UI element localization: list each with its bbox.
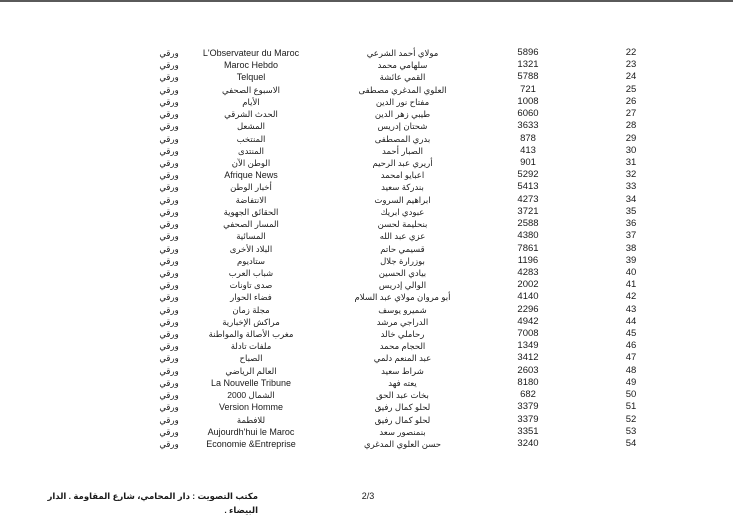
table-row <box>0 243 733 255</box>
cell-director: رحاملي خالد <box>380 329 425 340</box>
cell-number: 5292 <box>517 169 539 181</box>
cell-index: 41 <box>625 279 637 291</box>
cell-number: 1196 <box>517 254 539 266</box>
cell-type: ورقي <box>159 280 179 291</box>
cell-type: ورقي <box>159 402 179 413</box>
cell-type: ورقي <box>159 60 179 71</box>
cell-publication: شباب العرب <box>228 267 274 278</box>
cell-type: ورقي <box>159 96 179 107</box>
table-row <box>0 108 733 120</box>
cell-publication: المسائية <box>236 231 266 242</box>
cell-director: بنحليمة لحسن <box>377 219 428 230</box>
table-row <box>0 96 733 108</box>
table-row <box>0 120 733 132</box>
cell-type: ورقي <box>159 121 179 132</box>
cell-index: 30 <box>625 144 637 156</box>
cell-director: شراط سعيد <box>381 365 424 376</box>
cell-type: ورقي <box>159 255 179 266</box>
cell-director: بندركة سعيد <box>381 182 424 193</box>
cell-type: ورقي <box>159 353 179 364</box>
cell-type: ورقي <box>159 109 179 120</box>
cell-type: ورقي <box>159 426 179 437</box>
cell-number: 2603 <box>517 364 539 376</box>
cell-publication: المنتخب <box>236 133 266 144</box>
cell-type: ورقي <box>159 243 179 254</box>
publications-table <box>0 47 733 450</box>
cell-publication: المسار الصحفي <box>223 219 279 230</box>
cell-director: الدراجي مرشد <box>376 316 429 327</box>
table-row <box>0 47 733 59</box>
cell-publication: Aujourdh'hui le Maroc <box>207 426 295 437</box>
table-row <box>0 84 733 96</box>
cell-publication: للافطمة <box>236 414 266 425</box>
table-row <box>0 71 733 83</box>
cell-publication: Telquel <box>236 72 266 83</box>
table-row <box>0 328 733 340</box>
cell-director: بخات عبد الحق <box>376 390 429 401</box>
table-row <box>0 352 733 364</box>
table-row <box>0 414 733 426</box>
cell-director: عزي عبد الله <box>379 231 426 242</box>
cell-publication: Version Homme <box>218 402 284 413</box>
cell-type: ورقي <box>159 341 179 352</box>
cell-director: الوالي إدريس <box>378 280 427 291</box>
cell-type: ورقي <box>159 48 179 58</box>
cell-number: 901 <box>520 156 536 168</box>
cell-number: 5896 <box>517 47 539 58</box>
cell-number: 2588 <box>517 218 539 230</box>
cell-number: 3412 <box>517 352 539 364</box>
cell-type: ورقي <box>159 439 179 449</box>
cell-index: 43 <box>625 303 637 315</box>
cell-publication: الوطن الآن <box>231 157 271 168</box>
cell-director: سلهامي محمد <box>377 60 428 71</box>
cell-type: ورقي <box>159 304 179 315</box>
cell-director: العلوي المدغري مصطفى <box>358 84 447 95</box>
table-row <box>0 230 733 242</box>
cell-index: 33 <box>625 181 637 193</box>
cell-type: ورقي <box>159 182 179 193</box>
cell-publication: المنتدى <box>237 145 265 156</box>
cell-number: 8180 <box>517 376 539 388</box>
cell-director: مولاي أحمد الشرعي <box>366 48 439 58</box>
table-row <box>0 255 733 267</box>
cell-director: مفتاح نور الدين <box>375 96 430 107</box>
cell-number: 3379 <box>517 401 539 413</box>
page-top-border <box>0 0 733 2</box>
cell-index: 24 <box>625 71 637 83</box>
cell-number: 2296 <box>517 303 539 315</box>
cell-director: الحجام محمد <box>379 341 426 352</box>
cell-publication: الشمال 2000 <box>227 390 275 401</box>
table-row <box>0 169 733 181</box>
cell-publication: الحدث الشرقي <box>224 109 278 120</box>
table-row <box>0 316 733 328</box>
cell-director: لحلو كمال رفيق <box>374 414 431 425</box>
footer-address: مكتب التصويت : دار المحامي، شارع المقاومة . الدار البيضاء . <box>47 491 258 515</box>
cell-index: 53 <box>625 425 637 437</box>
table-row <box>0 145 733 157</box>
cell-director: القمي عائشة <box>379 72 426 83</box>
cell-number: 1349 <box>517 340 539 352</box>
cell-index: 25 <box>625 83 637 95</box>
cell-index: 26 <box>625 95 637 107</box>
cell-publication: البلاد الأخرى <box>229 243 273 254</box>
cell-number: 4380 <box>517 230 539 242</box>
cell-type: ورقي <box>159 84 179 95</box>
cell-director: يعته فهد <box>388 377 417 388</box>
table-row <box>0 291 733 303</box>
cell-type: ورقي <box>159 231 179 242</box>
cell-publication: العالم الرياضي <box>225 365 277 376</box>
table-row <box>0 133 733 145</box>
table-row <box>0 340 733 352</box>
cell-director: أبو مروان مولاي عبد السلام <box>354 292 451 303</box>
cell-number: 3351 <box>517 425 539 437</box>
cell-type: ورقي <box>159 133 179 144</box>
cell-type: ورقي <box>159 292 179 303</box>
cell-publication: أخبار الوطن <box>230 182 272 193</box>
cell-director: عبودي ابريك <box>380 206 425 217</box>
cell-director: بوزرارة جلال <box>380 255 425 266</box>
cell-index: 38 <box>625 242 637 254</box>
cell-number: 3379 <box>517 413 539 425</box>
page-footer <box>0 489 733 515</box>
cell-director: قسيمي حاتم <box>380 243 425 254</box>
cell-number: 4273 <box>517 193 539 205</box>
cell-type: ورقي <box>159 170 179 181</box>
cell-director: لحلو كمال رفيق <box>374 402 431 413</box>
table-row <box>0 59 733 71</box>
cell-number: 1008 <box>517 95 539 107</box>
cell-number: 3721 <box>517 205 539 217</box>
cell-type: ورقي <box>159 365 179 376</box>
table-row <box>0 426 733 438</box>
page-indicator: 2/3 <box>361 491 375 501</box>
table-row <box>0 267 733 279</box>
cell-publication: صدى تاونات <box>229 280 273 291</box>
table-row <box>0 389 733 401</box>
cell-type: ورقي <box>159 194 179 205</box>
cell-index: 35 <box>625 205 637 217</box>
table-row <box>0 279 733 291</box>
cell-index: 49 <box>625 376 637 388</box>
cell-publication: فضاء الحوار <box>230 292 272 303</box>
cell-director: الصبار أحمد <box>382 145 423 156</box>
table-row <box>0 438 733 450</box>
cell-index: 23 <box>625 59 637 71</box>
cell-number: 3240 <box>517 438 539 449</box>
cell-index: 48 <box>625 364 637 376</box>
table-row <box>0 401 733 413</box>
cell-publication: مراكش الإخبارية <box>222 316 280 327</box>
table-row <box>0 365 733 377</box>
cell-director: ابراهيم السروت <box>374 194 431 205</box>
cell-publication: مغرب الأصالة والمواطنة <box>208 329 294 340</box>
cell-number: 721 <box>520 83 536 95</box>
cell-publication: ملفات تادلة <box>230 341 272 352</box>
cell-number: 5788 <box>517 71 539 83</box>
cell-director: اعبايو امحمد <box>380 170 425 181</box>
cell-type: ورقي <box>159 206 179 217</box>
table-row <box>0 194 733 206</box>
cell-publication: المشعل <box>237 121 265 132</box>
cell-type: ورقي <box>159 157 179 168</box>
cell-number: 4140 <box>517 291 539 303</box>
cell-index: 47 <box>625 352 637 364</box>
cell-director: بدري المصطفى <box>374 133 431 144</box>
cell-type: ورقي <box>159 377 179 388</box>
cell-number: 682 <box>520 389 536 401</box>
cell-director: بيادي الحسين <box>378 267 427 278</box>
cell-director: بنمنصور سعد <box>379 426 426 437</box>
cell-number: 4283 <box>517 266 539 278</box>
cell-publication: الحقائق الجهوية <box>223 206 279 217</box>
cell-index: 45 <box>625 328 637 340</box>
cell-director: شحتان إدريس <box>377 121 428 132</box>
cell-publication: Economie &Entreprise <box>206 439 296 449</box>
cell-publication: الصباح <box>239 353 263 364</box>
cell-number: 5413 <box>517 181 539 193</box>
cell-type: ورقي <box>159 316 179 327</box>
cell-publication: ستاديوم <box>236 255 266 266</box>
cell-index: 51 <box>625 401 637 413</box>
cell-director: حسن العلوي المدغري <box>363 439 442 449</box>
cell-publication: L'Observateur du Maroc <box>202 48 300 58</box>
cell-index: 31 <box>625 156 637 168</box>
cell-type: ورقي <box>159 390 179 401</box>
cell-director: شميرو يوسف <box>378 304 427 315</box>
cell-number: 7861 <box>517 242 539 254</box>
cell-type: ورقي <box>159 219 179 230</box>
cell-index: 40 <box>625 266 637 278</box>
cell-number: 3633 <box>517 120 539 132</box>
cell-publication: Afrique News <box>224 170 278 181</box>
cell-number: 6060 <box>517 108 539 120</box>
cell-type: ورقي <box>159 414 179 425</box>
cell-director: أريري عبد الرحيم <box>372 157 433 168</box>
cell-index: 32 <box>625 169 637 181</box>
cell-index: 46 <box>625 340 637 352</box>
cell-type: ورقي <box>159 267 179 278</box>
table-row <box>0 181 733 193</box>
cell-index: 37 <box>625 230 637 242</box>
cell-number: 878 <box>520 132 536 144</box>
cell-index: 54 <box>625 438 637 449</box>
cell-number: 2002 <box>517 279 539 291</box>
cell-index: 42 <box>625 291 637 303</box>
cell-number: 413 <box>520 144 536 156</box>
cell-index: 34 <box>625 193 637 205</box>
cell-type: ورقي <box>159 329 179 340</box>
cell-index: 44 <box>625 315 637 327</box>
cell-director: عبد المنعم دلمي <box>373 353 432 364</box>
table-row <box>0 218 733 230</box>
cell-index: 29 <box>625 132 637 144</box>
cell-number: 1321 <box>517 59 539 71</box>
cell-index: 39 <box>625 254 637 266</box>
cell-index: 22 <box>625 47 637 58</box>
cell-index: 36 <box>625 218 637 230</box>
cell-publication: الانتفاضة <box>235 194 267 205</box>
cell-publication: الاسبوع الصحفي <box>222 84 280 95</box>
cell-type: ورقي <box>159 72 179 83</box>
cell-index: 27 <box>625 108 637 120</box>
cell-publication: Maroc Hebdo <box>223 60 279 71</box>
cell-type: ورقي <box>159 145 179 156</box>
cell-publication: الأيام <box>242 96 260 107</box>
table-row <box>0 377 733 389</box>
table-row <box>0 157 733 169</box>
cell-number: 4942 <box>517 315 539 327</box>
cell-publication: مجلة زمان <box>232 304 270 315</box>
cell-director: طيبي زهر الدين <box>374 109 431 120</box>
table-row <box>0 206 733 218</box>
cell-index: 50 <box>625 389 637 401</box>
cell-number: 7008 <box>517 328 539 340</box>
cell-publication: La Nouvelle Tribune <box>210 377 292 388</box>
table-row <box>0 304 733 316</box>
cell-index: 52 <box>625 413 637 425</box>
cell-index: 28 <box>625 120 637 132</box>
